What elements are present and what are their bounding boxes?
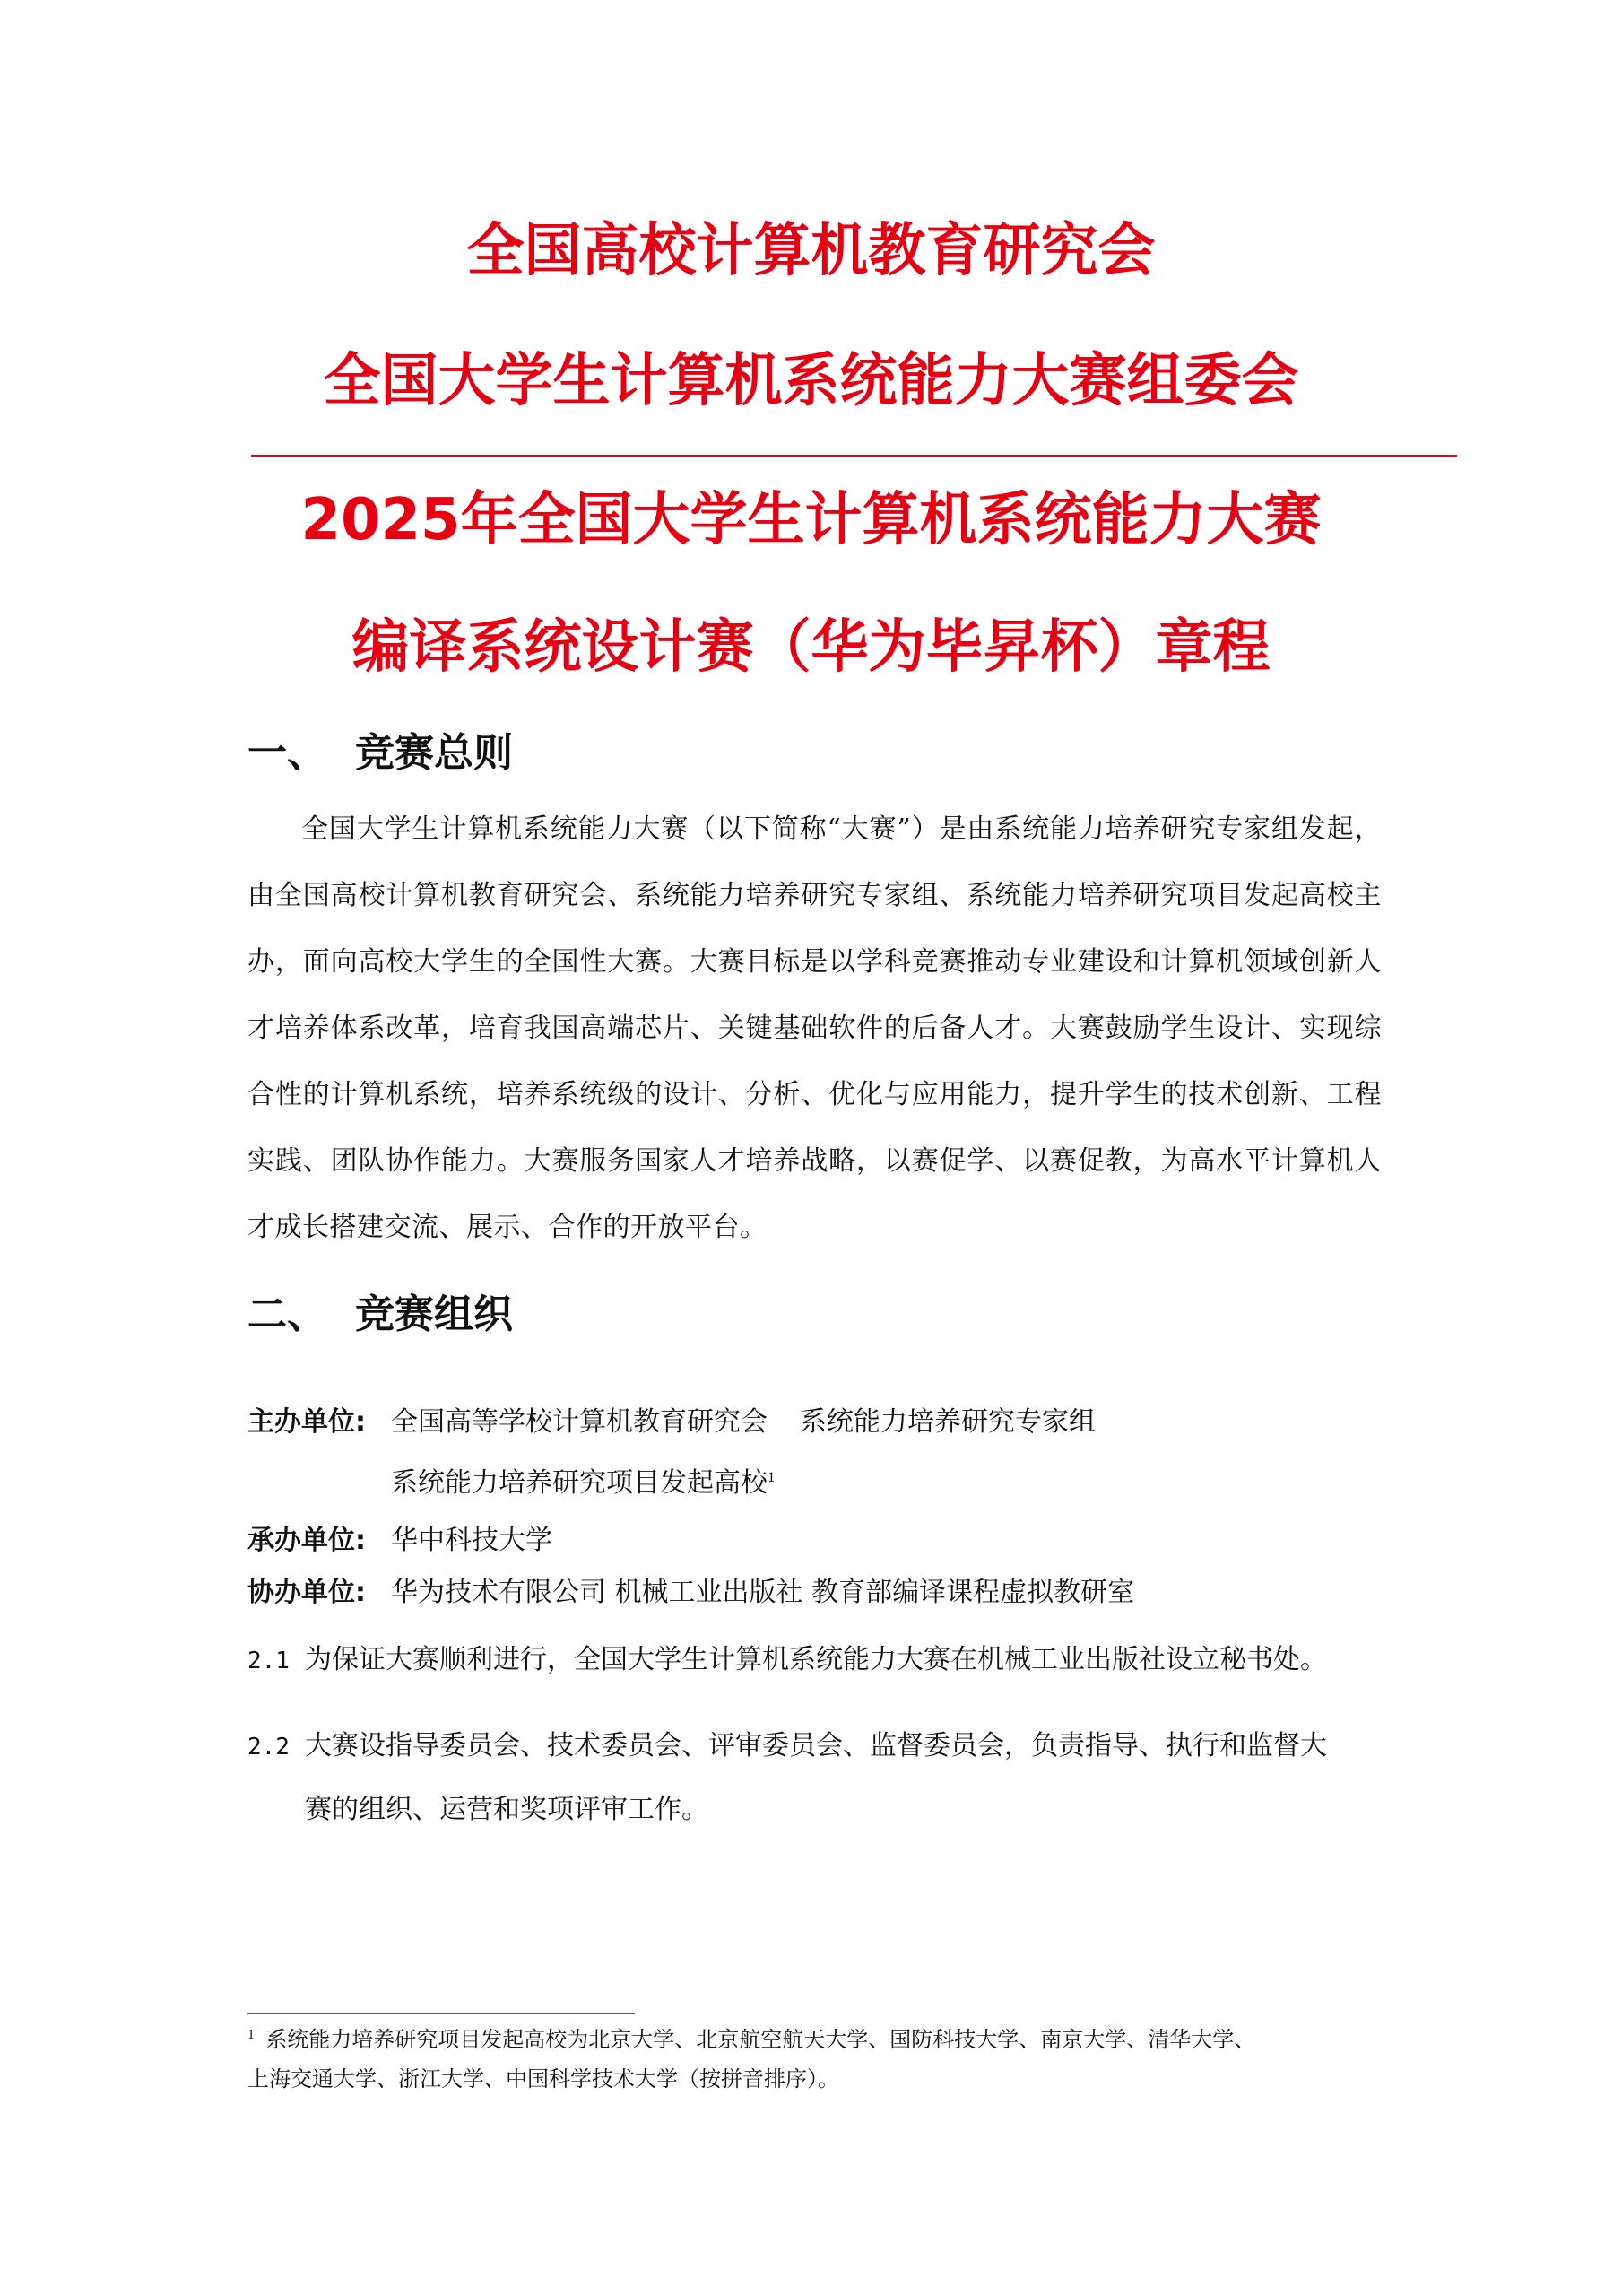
- section-1-title: 竞赛总则: [355, 730, 513, 776]
- organizer-row: [247, 1519, 552, 1562]
- item-2-1: [247, 1629, 1386, 1692]
- co-organizer-label: 协办单位:: [247, 1577, 366, 1608]
- header-line-3: 2025年全国大学生计算机系统能力大赛: [300, 487, 1322, 553]
- header-divider: [251, 455, 1457, 457]
- footnote-divider: [247, 2013, 635, 2014]
- header-line-1: 全国高校计算机教育研究会: [466, 218, 1156, 284]
- section-1-heading: [247, 726, 513, 780]
- item-2-2-text-a: 大赛设指导委员会、技术委员会、评审委员会、监督委员会，负责指导、执行和监督大: [305, 1730, 1327, 1761]
- section-1-number: 一、: [247, 730, 326, 776]
- item-2-1-number: 2.1: [247, 1648, 290, 1674]
- item-2-2: [247, 1715, 1386, 1841]
- header-line-4: 编译系统设计赛（华为毕昇杯）章程: [351, 614, 1271, 681]
- host-1: 全国高等学校计算机教育研究会: [391, 1406, 768, 1438]
- co-organizer: 华为技术有限公司 机械工业出版社 教育部编译课程虚拟教研室: [391, 1577, 1135, 1608]
- footnote-line-1: 系统能力培养研究项目发起高校为北京大学、北京航空航天大学、国防科技大学、南京大学、清华大学、: [265, 2027, 1256, 2052]
- section-2-number: 二、: [247, 1292, 326, 1337]
- item-2-2-number: 2.2: [247, 1734, 290, 1761]
- organizer: 华中科技大学: [391, 1525, 552, 1556]
- host-row-2: [391, 1462, 776, 1505]
- section-1-paragraph: 全国大学生计算机系统能力大赛（以下简称“大赛”）是由系统能力培养研究专家组发起，由全国高校计算机教育研究会、系统能力培养研究专家组、系统能力培养研究项目发起高校主办，面向高校大学生的全国性大赛。大赛目标是以学科竞赛推动专业建设和计算机领域创新人才培养体系改革，培育我国高端芯片、关键基础软件的后备人才。大赛鼓励学生设计、实现综合性的计算机系统，培养系统级的设计、分析、优化与应用能力，提升学生的技术创新、工程实践、团队协作能力。大赛服务国家人才培养战略，以赛促学、以赛促教，为高水平计算机人才成长搭建交流、展示、合作的开放平台。: [247, 813, 1382, 1243]
- organizer-label: 承办单位:: [247, 1525, 366, 1556]
- footnote-marker: 1: [247, 2029, 256, 2042]
- host-2: 系统能力培养研究专家组: [800, 1406, 1096, 1438]
- host-label: 主办单位:: [247, 1406, 366, 1438]
- footnote: [247, 2020, 1404, 2099]
- section-2-heading: [247, 1288, 513, 1342]
- header-line-2: 全国大学生计算机系统能力大赛组委会: [323, 348, 1299, 414]
- host-row: [247, 1401, 1096, 1444]
- item-2-2-text-b: 赛的组织、运营和奖项评审工作。: [305, 1794, 708, 1825]
- host-3: 系统能力培养研究项目发起高校: [391, 1467, 768, 1499]
- section-2-title: 竞赛组织: [355, 1292, 513, 1337]
- footnote-ref[interactable]: 1: [768, 1471, 776, 1485]
- co-organizer-row: [247, 1571, 1134, 1614]
- item-2-1-text: 为保证大赛顺利进行，全国大学生计算机系统能力大赛在机械工业出版社设立秘书处。: [305, 1644, 1327, 1675]
- footnote-line-2: 上海交通大学、浙江大学、中国科学技术大学（按拼音排序）。: [247, 2066, 839, 2092]
